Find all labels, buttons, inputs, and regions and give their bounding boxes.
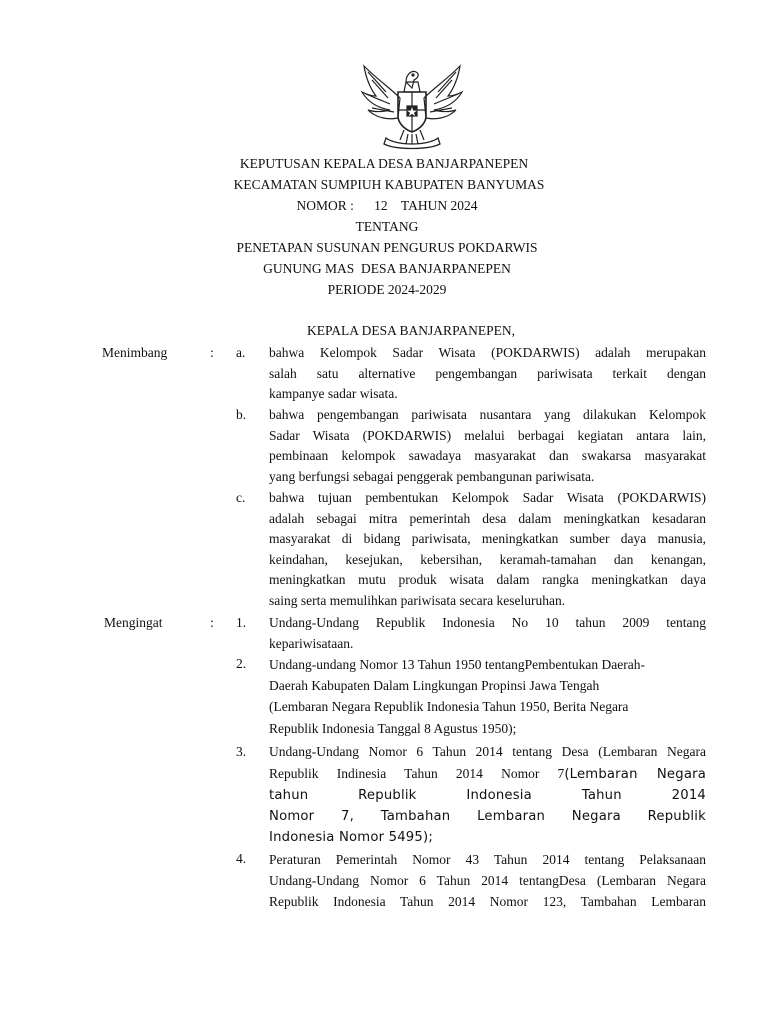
menimbang-colon: : (210, 345, 214, 360)
text-line: Undang-Undang Nomor 6 Tahun 2014 tentangDesa (Lembaran Negara (269, 873, 706, 888)
header-line-4: TENTANG (355, 219, 419, 234)
text-line: meningkatkan mutu produk wisata dalam rangka meningkatkan daya (269, 572, 706, 588)
mengingat-num-4: 4. (236, 851, 247, 866)
text-line: bahwa tujuan pembentukan Kelompok Sadar Wisata (POKDARWIS) (269, 490, 706, 505)
mengingat-item-4 (269, 849, 706, 912)
text-line: Daerah Kabupaten Dalam Lingkungan Propinsi Jawa Tengah (269, 678, 600, 694)
text-line: Peraturan Pemerintah Nomor 43 Tahun 2014 tentang Pelaksanaan (269, 852, 706, 867)
mengingat-item-2 (269, 654, 706, 739)
mengingat-label: Mengingat (104, 615, 163, 630)
text-line: pembinaan kelompok sawadaya masyarakat dan swakarsa masyarakat (269, 448, 706, 464)
text-segment: Republik Indinesia Tahun 2014 Nomor 7 (269, 765, 565, 781)
header-line-2: KECAMATAN SUMPIUH KABUPATEN BANYUMAS (233, 177, 545, 192)
text-line: Sadar Wisata (POKDARWIS) melalui berbagai kegiatan antara lain, (269, 427, 706, 443)
text-line: tahun Republik Indonesia Tahun 2014 (269, 787, 706, 803)
mengingat-num-3: 3. (236, 744, 247, 759)
text-line: bahwa Kelompok Sadar Wisata (POKDARWIS) adalah merupakan (269, 345, 706, 360)
text-line: yang berfungsi sebagai penggerak pembangunan pariwisata. (269, 468, 595, 484)
text-line: kampanye sadar wisata. (269, 386, 398, 402)
menimbang-label: Menimbang (102, 345, 168, 360)
text-line: Republik Indonesia Tahun 2014 Nomor 123, Tambahan Lembaran (269, 894, 706, 909)
text-line: Undang-Undang Nomor 6 Tahun 2014 tentang Desa (Lembaran Negara (269, 744, 706, 759)
text-segment: (Lembaran Negara (564, 766, 707, 782)
menimbang-item-a (269, 343, 706, 405)
mengingat-num-2: 2. (236, 656, 247, 671)
document-header (0, 153, 768, 300)
mengingat-item-3 (269, 742, 706, 848)
menimbang-num-c: c. (236, 490, 246, 505)
header-line-7: PERIODE 2024-2029 (327, 282, 447, 297)
text-line (269, 763, 706, 785)
text-line: Indonesia Nomor 5495); (269, 829, 433, 845)
text-line: adalah sebagai mitra pemerintah desa dalam meningkatkan kesadaran (269, 510, 706, 526)
text-line: (Lembaran Negara Republik Indonesia Tahun 1950, Berita Negara (269, 699, 629, 715)
menimbang-num-a: a. (236, 345, 246, 360)
text-line: Undang-undang Nomor 13 Tahun 1950 tentangPembentukan Daerah- (269, 657, 645, 672)
header-line-5: PENETAPAN SUSUNAN PENGURUS POKDARWIS (236, 240, 538, 255)
header-line-3: NOMOR : 12 TAHUN 2024 (296, 198, 478, 213)
mengingat-colon: : (210, 615, 214, 630)
text-line: Nomor 7, Tambahan Lembaran Negara Republik (269, 808, 706, 824)
opening-title: KEPALA DESA BANJARPANEPEN, (307, 323, 515, 338)
text-line: salah satu alternative pengembangan pariwisata terkait dengan (269, 365, 706, 381)
menimbang-num-b: b. (236, 407, 247, 422)
text-line: bahwa pengembangan pariwisata nusantara yang dilakukan Kelompok (269, 407, 706, 422)
menimbang-item-b (269, 405, 706, 487)
text-line: Republik Indonesia Tanggal 8 Agustus 1950); (269, 720, 517, 736)
mengingat-item-1 (269, 613, 706, 654)
garuda-emblem-icon (356, 58, 468, 150)
mengingat-num-1: 1. (236, 615, 247, 630)
text-line: keindahan, kesejukan, kebersihan, keramah-tamahan dan kenangan, (269, 551, 706, 567)
text-line: Undang-Undang Republik Indonesia No 10 tahun 2009 tentang (269, 615, 706, 630)
text-line: masyarakat di bidang pariwisata, meningkatkan sumber daya manusia, (269, 531, 706, 547)
header-line-6: GUNUNG MAS DESA BANJARPANEPEN (263, 261, 511, 276)
menimbang-item-c (269, 488, 706, 612)
text-line: saing serta memulihkan pariwisata secara keseluruhan. (269, 592, 566, 608)
text-line: kepariwisataan. (269, 635, 354, 651)
header-line-1: KEPUTUSAN KEPALA DESA BANJARPANEPEN (239, 156, 529, 171)
